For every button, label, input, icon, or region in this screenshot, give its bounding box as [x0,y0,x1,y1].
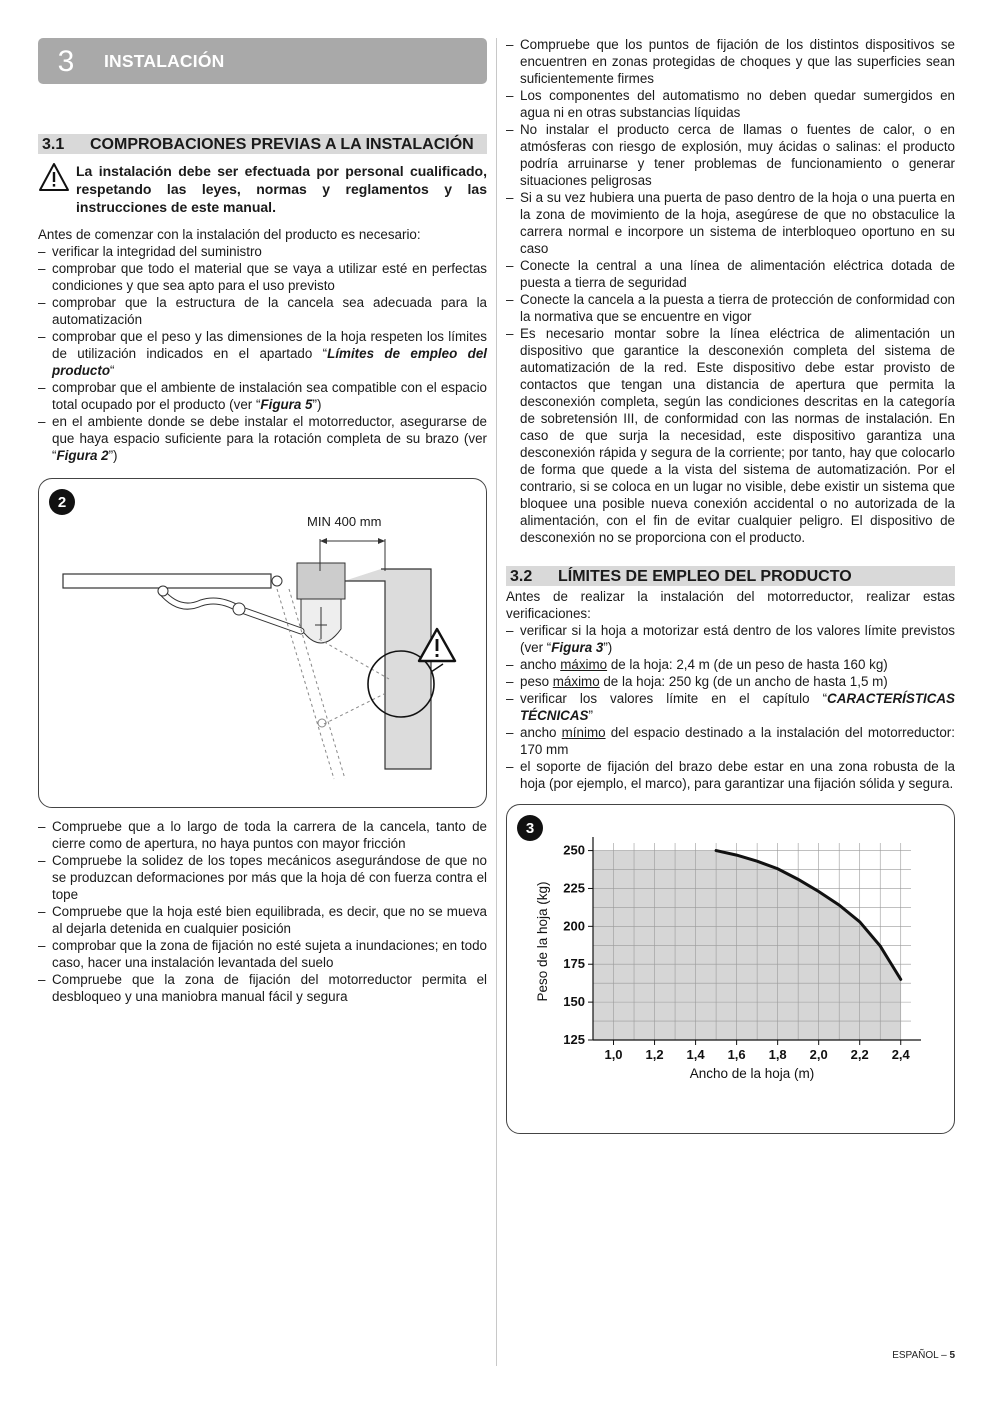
chapter-number: 3 [57,44,75,78]
section-number: 3.2 [510,567,533,585]
figure-2 [38,478,487,808]
section-title: LÍMITES DE EMPLEO DEL PRODUCTO [558,567,852,585]
reference-link: CARACTERÍSTICAS TÉCNICAS [520,691,955,723]
section-number: 3.1 [42,135,65,153]
right-column [506,36,955,1134]
limits-list [506,622,955,792]
figure-3 [506,804,955,1134]
y-tick-label: 125 [563,1032,585,1047]
list-item: – Es necesario montar sobre la línea eléctrica de alimentación un dispositivo que garantice la desconexión completa del sistema de automatización de la red. Este dispositivo debe estar provisto de contactos que tengan una distancia de apertura que permita la desconexión completa, según las condiciones descritas en la categoría de sobretensión III, de conformidad con las normas de instalación. En caso de que surja la necesidad, este dispositivo garantiza una desconexión rápida y segura de la corriente; por tanto, hay que colocarlo de forma que quede a la vista del sistema de automatización. Por el contrario, si se coloca en un lugar no visible, debe existir un sistema que bloquee una posible nueva conexión accidental o no autorizada de la alimentación, con el fin de evitar cualquier peligro. El dispositivo de desconexión no se proporciona con el producto. [506,325,955,546]
list-item: – verificar si la hoja a motorizar está dentro de los valores límite previstos (ver “Figura 3”) [506,622,955,656]
list-item: – el soporte de fijación del brazo debe estar en una zona robusta de la hoja (por ejemplo, el marco), para garantizar una fijación sólida y segura. [506,758,955,792]
list-item: – comprobar que la estructura de la cancela sea adecuada para la automatización [38,294,487,328]
list-item: – peso máximo de la hoja: 250 kg (de un ancho de hasta 1,5 m) [506,673,955,690]
chapter-header [38,38,487,84]
list-item: – Conecte la central a una línea de alimentación eléctrica dotada de puesta a tierra de seguridad [506,257,955,291]
reference-link: Límites de empleo del producto [52,346,487,378]
list-item: – comprobar que el ambiente de instalación sea compatible con el espacio total ocupado por el producto (ver “Figura 5”) [38,379,487,413]
intro-text: Antes de realizar la instalación del motorreductor, realizar estas verificaciones: [506,589,955,621]
list-item: – verificar la integridad del suministro [38,243,487,260]
checklist-continued [38,818,487,1005]
list-item: – Compruebe la solidez de los topes mecánicos asegurándose de que no se produzcan deformaciones por más que la hoja dé con fuerza contra el tope [38,852,487,903]
list-item: – ancho máximo de la hoja: 2,4 m (de un peso de hasta 160 kg) [506,656,955,673]
figure-badge: 2 [49,489,75,515]
list-item: – Conecte la cancela a la puesta a tierra de protección de conformidad con la normativa que se encuentre en vigor [506,291,955,325]
x-tick-label: 2,4 [891,1047,910,1062]
y-tick-label: 200 [563,918,585,934]
weight-width-chart [507,805,954,1133]
intro-text: Antes de comenzar con la instalación del producto es necesario: [38,227,421,242]
list-item: – en el ambiente donde se debe instalar el motorreductor, asegurarse de que haya espacio suficiente para la rotación completa de su brazo (ver “Figura 2”) [38,413,487,464]
x-tick-label: 1,6 [727,1047,746,1062]
requirements-list [506,36,955,546]
list-item: – verificar los valores límite en el capítulo “CARACTERÍSTICAS TÉCNICAS” [506,690,955,724]
x-tick-label: 1,4 [686,1047,705,1062]
warning-triangle-icon [38,162,76,216]
section-title: COMPROBACIONES PREVIAS A LA INSTALACIÓN [90,135,474,153]
x-tick-label: 1,2 [645,1047,664,1062]
reference-link: Figura 5 [260,397,313,412]
list-item: – Compruebe que la hoja esté bien equilibrada, es decir, que no se mueva al dejarla detenida en cualquier posición [38,903,487,937]
warning-block [38,162,487,216]
x-tick-label: 1,0 [604,1047,623,1062]
page-footer [892,1350,955,1361]
figure-badge: 3 [517,815,543,841]
y-tick-label: 175 [563,956,585,972]
warning-text: La instalación debe ser efectuada por personal cualificado, respetando las leyes, normas y reglamentos y las instrucciones de este manual. [76,163,487,215]
section-3-2-header [506,566,955,586]
list-item: – No instalar el producto cerca de llamas o fuentes de calor, o en atmósferas con riesgo de explosión, muy ácidas o salinas: el producto podría arruinarse y tener problemas de funcionamiento o generar situaciones peligrosas [506,121,955,189]
list-item: – comprobar que la zona de fijación no esté sujeta a inundaciones; en todo caso, hacer una instalación levantada del suelo [38,937,487,971]
chapter-title: INSTALACIÓN [104,50,225,71]
section-3-1-header [38,134,487,154]
list-item: – Compruebe que a lo largo de toda la carrera de la cancela, tanto de cierre como de apertura, no haya puntos con mayor fricción [38,818,487,852]
x-tick-label: 2,0 [809,1047,828,1062]
y-tick-label: 250 [563,842,585,858]
list-item: – comprobar que todo el material que se vaya a utilizar esté en perfectas condiciones y que sea apto para el uso previsto [38,260,487,294]
x-tick-label: 1,8 [768,1047,787,1062]
list-item: – comprobar que el peso y las dimensiones de la hoja respeten los límites de utilización indicados en el apartado “Límites de empleo del producto“ [38,328,487,379]
reference-link: Figura 2 [56,448,109,463]
dimension-label: MIN 400 mm [307,514,382,529]
y-tick-label: 150 [563,994,585,1010]
x-tick-label: 2,2 [850,1047,869,1062]
column-divider [496,38,497,1366]
motor-arm-diagram [39,479,486,807]
list-item: – Si a su vez hubiera una puerta de paso dentro de la hoja o una puerta en la zona de movimiento de la hoja, asegúrese de que no obstaculice la carrera normal e incorpore un sistema de interbloqueo oportuno en su caso [506,189,955,257]
left-column [38,38,487,1005]
reference-link: Figura 3 [551,640,604,655]
list-item: – Los componentes del automatismo no deben quedar sumergidos en agua ni en otras substancias líquidas [506,87,955,121]
y-axis-label: Peso de la hoja (kg) [535,881,550,1002]
page-number: 5 [949,1350,955,1361]
list-item: – ancho mínimo del espacio destinado a la instalación del motorreductor: 170 mm [506,724,955,758]
list-item: – Compruebe que los puntos de fijación de los distintos dispositivos se encuentren en zonas protegidas de choques y que las superficies sean suficientemente firmes [506,36,955,87]
y-tick-label: 225 [563,880,585,896]
x-axis-label: Ancho de la hoja (m) [689,1066,815,1081]
list-item: – Compruebe que la zona de fijación del motorreductor permita el desbloqueo y una maniobra manual fácil y segura [38,971,487,1005]
footer-language: ESPAÑOL – [892,1350,950,1361]
checklist [38,243,487,464]
